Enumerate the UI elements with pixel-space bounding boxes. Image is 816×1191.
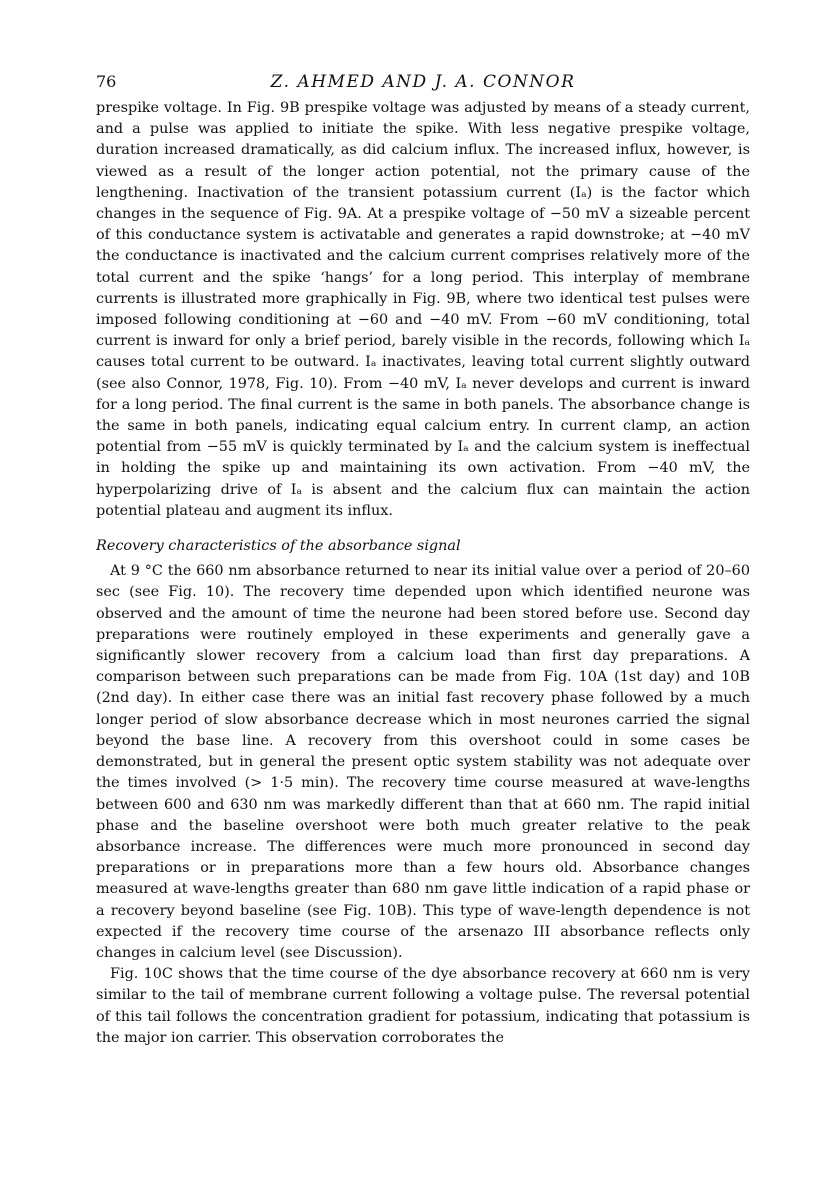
running-head: Z. AHMED AND J. A. CONNOR	[270, 72, 576, 92]
document-page	[96, 68, 750, 1049]
body-paragraph-3: Fig. 10C shows that the time course of the dye absorbance recovery at 660 nm is very similar to the tail of membrane current following a voltage pulse. The reversal potential of this tail follows the concentration gradient for potassium, indicating that potassium is the major ion carrier. This observation corroborates the	[96, 966, 750, 1046]
body-paragraph-2: At 9 °C the 660 nm absorbance returned to near its initial value over a period of 20–60 sec (see Fig. 10). The recovery time depended upon which identified neurone was observed and the amount of time the neurone had been stored before use. Second day preparations were routinely employed in these experiments and generally gave a significantly slower recovery from a calcium load than first day preparations. A comparison between such preparations can be made from Fig. 10A (1st day) and 10B (2nd day). In either case there was an initial fast recovery phase followed by a much longer period of slow absorbance decrease which in most neurones carried the signal beyond the base line. A recovery from this overshoot could in some cases be demonstrated, but in general the present optic system stability was not adequate over the times involved (> 1·5 min). The recovery time course measured at wave-lengths between 600 and 630 nm was markedly different than that at 660 nm. The rapid initial phase and the baseline overshoot were both much greater relative to the peak absorbance increase. The differences were much more pronounced in second day preparations or in preparations more than a few hours old. Absorbance changes measured at wave-lengths greater than 680 nm gave little indication of a rapid phase or a recovery beyond baseline (see Fig. 10B). This type of wave-length dependence is not expected if the recovery time course of the arsenazo III absorbance reflects only changes in calcium level (see Discussion).	[96, 563, 750, 961]
body-paragraph-1: prespike voltage. In Fig. 9B prespike voltage was adjusted by means of a steady current, and a pulse was applied to initiate the spike. With less negative prespike voltage, duration increased dramatically, as did calcium influx. The increased influx, however, is viewed as a result of the longer action potential, not the primary cause of the lengthening. Inactivation of the transient potassium current (Iₐ) is the factor which changes in the sequence of Fig. 9A. At a prespike voltage of −50 mV a sizeable percent of this conductance system is activatable and generates a rapid downstroke; at −40 mV the conductance is inactivated and the calcium current comprises relatively more of the total current and the spike ‘hangs’ for a long period. This interplay of membrane currents is illustrated more graphically in Fig. 9B, where two identical test pulses were imposed following conditioning at −60 and −40 mV. From −60 mV conditioning, total current is inward for only a brief period, barely visible in the records, following which Iₐ causes total current to be outward. Iₐ inactivates, leaving total current slightly outward (see also Connor, 1978, Fig. 10). From −40 mV, Iₐ never develops and current is inward for a long period. The final current is the same in both panels. The absorbance change is the same in both panels, indicating equal calcium entry. In current clamp, an action potential from −55 mV is quickly terminated by Iₐ and the calcium system is ineffectual in holding the spike up and maintaining its own activation. From −40 mV, the hyperpolarizing drive of Iₐ is absent and the calcium flux can maintain the action potential plateau and augment its influx.	[96, 100, 750, 519]
page-header	[96, 68, 750, 98]
page-number: 76	[96, 72, 117, 91]
section-heading: Recovery characteristics of the absorbance signal	[96, 538, 461, 555]
